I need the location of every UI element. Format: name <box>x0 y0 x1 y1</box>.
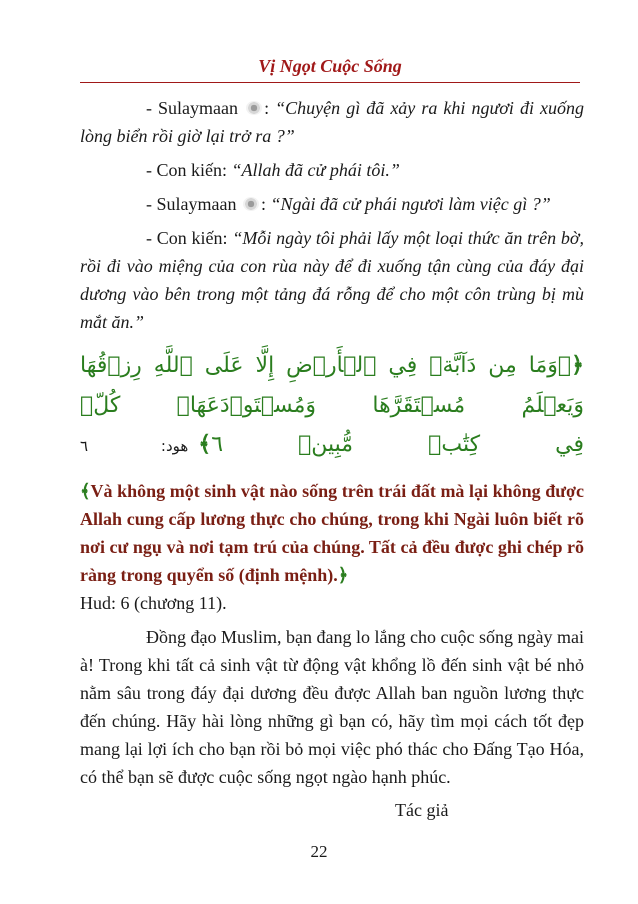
quote: “Ngài đã cử phái ngươi làm việc gì ?” <box>270 194 551 214</box>
speaker: - Sulaymaan <box>146 194 237 214</box>
dialogue-line-1: - Sulaymaan : “Chuyện gì đã xảy ra khi ngươi đi xuống lòng biển rồi giờ lại trở ra ?” <box>80 98 584 146</box>
translation-reference: Hud: 6 (chương 11). <box>80 593 227 613</box>
close-bracket: ﴾ <box>198 432 212 457</box>
open-bracket-icon: ﴾ <box>80 481 91 501</box>
quote: “Chuyện gì đã xảy ra khi ngươi đi xuống lòng biển rồi giờ lại trở ra ?” <box>80 98 584 146</box>
translation-text: Và không một sinh vật nào sống trên trái đất mà lại không được Allah cung cấp lương thực cho chúng, trong khi Ngài luôn biết rõ nơi cư ngụ và nơi tạm trú của chúng. Tất cả đều được ghi chép rõ ràng trong quyển số (định mệnh). <box>80 481 584 585</box>
quote: “Mỗi ngày tôi phải lấy một loại thức ăn trên bờ, rồi đi vào miệng của con rùa này để đi xuống tận cùng của đáy đại dương vào bên trong một tảng đá rỗng để cho một côn trùng bị mù mắt ăn.” <box>80 228 584 332</box>
honorific-icon <box>243 197 259 211</box>
running-header: Vị Ngọt Cuộc Sống <box>258 56 402 76</box>
quran-reference: هود: ٦ <box>80 437 189 455</box>
author-signature: Tác giả <box>395 800 449 820</box>
dialogue-line-2 <box>80 156 584 184</box>
dialogue-line-4 <box>80 224 584 336</box>
page-body <box>80 94 584 791</box>
speaker: - Con kiến: <box>146 160 232 180</box>
speaker: - Con kiến: <box>146 228 233 248</box>
header-divider <box>80 82 580 83</box>
close-bracket-icon: ﴿ <box>337 565 349 585</box>
dialogue-line-3: - Sulaymaan : “Ngài đã cử phái ngươi làm việc gì ?” <box>146 194 551 214</box>
quote: “Allah đã cử phái tôi.” <box>231 160 400 180</box>
page-number: 22 <box>310 842 328 861</box>
honorific-icon <box>246 101 262 115</box>
verse-translation <box>80 477 584 617</box>
quran-verse <box>80 346 584 465</box>
quran-verse-line-1: ﴿۞وَمَا مِن دَآبَّةٖ فِي ٱلۡأَرۡضِ إِلَّا عَلَى ٱللَّهِ رِزۡقُهَا وَيَعۡلَمُ مُسۡتَقَرَّهَا وَمُسۡتَوۡدَعَهَاۚ كُلّٞ <box>80 353 584 418</box>
closing-paragraph: Đồng đạo Muslim, bạn đang lo lắng cho cuộc sống ngày mai à! Trong khi tất cả sinh vật từ động vật khổng lồ đến sinh vật bé nhỏ nằm sâu trong đáy đại dương đều được Allah ban nguồn lương thực đến chúng. Hãy hài lòng những gì bạn có, hãy tìm mọi cách tốt đẹp mang lại lợi ích cho bạn rồi bỏ mọi việc phó thác cho Đấng Tạo Hóa, có thể bạn sẽ được cuộc sống ngọt ngào hạnh phúc. <box>80 627 584 787</box>
speaker: - Sulaymaan <box>146 98 239 118</box>
quran-verse-line-2: فِي كِتَٰبٖ مُّبِينٖ ٦﴾هود: ٦ <box>80 432 584 457</box>
open-bracket: ﴿ <box>571 353 584 378</box>
